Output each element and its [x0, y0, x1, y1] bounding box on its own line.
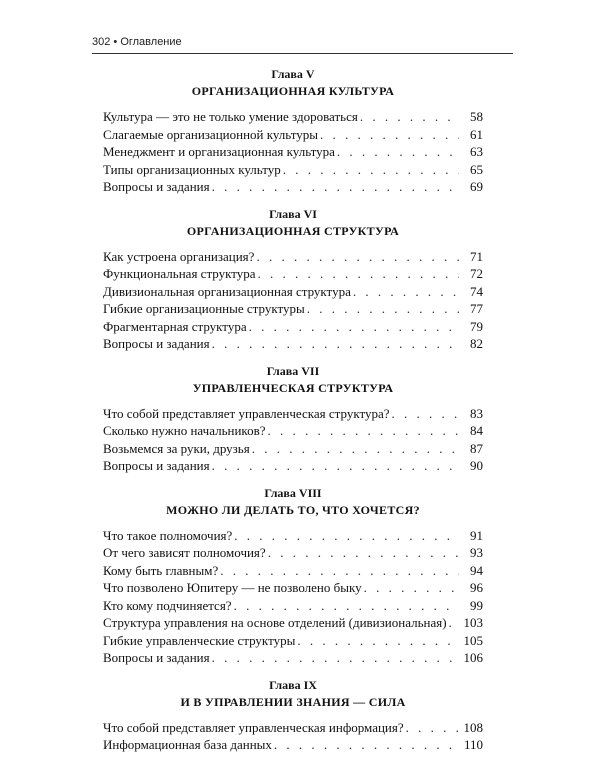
leader-dots: [320, 126, 459, 144]
leader-dots: [212, 178, 459, 196]
entry-title: Гибкие управленческие структуры: [103, 632, 296, 648]
entry-page: 79: [470, 318, 483, 334]
toc-entry[interactable]: [103, 143, 483, 161]
entry-title: Вопросы и задания: [103, 336, 210, 351]
entry-title: Что собой представляет управленческая информация?: [103, 719, 404, 735]
leader-dots: [252, 440, 459, 458]
leader-dots: [212, 335, 459, 353]
chapter-ix: [103, 677, 483, 754]
entry-page: 90: [470, 458, 483, 473]
toc-entry[interactable]: [103, 632, 483, 650]
chapter-label: Глава IX: [269, 677, 317, 692]
entry-title: Типы организационных культур: [103, 161, 281, 177]
toc-entry[interactable]: [103, 178, 483, 196]
chapter-label: Глава VI: [269, 206, 317, 221]
entry-page: 63: [470, 144, 483, 159]
entry-title: От чего зависят полномочия?: [103, 545, 266, 560]
toc-entry[interactable]: [103, 597, 483, 615]
entry-title: Возьмемся за руки, друзья: [103, 440, 250, 456]
chapter-title: УПРАВЛЕНЧЕСКАЯ СТРУКТУРА: [192, 380, 394, 395]
entry-page: 96: [470, 580, 483, 595]
entry-title: Культура — это не только умение здороваться: [103, 109, 358, 124]
chapter-v: [103, 66, 483, 196]
entry-title: Кому быть главным?: [103, 562, 219, 578]
toc-entry[interactable]: [103, 457, 483, 475]
entry-page: 69: [470, 179, 483, 194]
leader-dots: [234, 597, 459, 615]
chapter-title: ОРГАНИЗАЦИОННАЯ СТРУКТУРА: [186, 223, 400, 238]
leader-dots: [307, 300, 459, 318]
entry-title: Что такое полномочия?: [103, 527, 233, 543]
toc-entry[interactable]: [103, 161, 483, 179]
entry-page: 82: [470, 336, 483, 351]
chapter-label: Глава VIII: [264, 485, 322, 500]
entry-page: 61: [470, 126, 483, 142]
leader-dots: [258, 265, 459, 283]
entry-title: Вопросы и задания: [103, 458, 210, 473]
toc-entry[interactable]: [103, 108, 483, 126]
entry-page: 72: [470, 266, 483, 281]
entry-title: Сколько нужно начальников?: [103, 423, 266, 438]
leader-dots: [360, 108, 459, 126]
toc-entry[interactable]: [103, 248, 483, 266]
toc-entry[interactable]: [103, 318, 483, 336]
entry-page: 77: [470, 301, 483, 316]
leader-dots: [212, 649, 459, 667]
chapter-title: ОРГАНИЗАЦИОННАЯ КУЛЬТУРА: [191, 84, 395, 98]
toc-entry[interactable]: [103, 335, 483, 353]
leader-dots: [212, 457, 459, 475]
toc-entry[interactable]: [103, 440, 483, 458]
running-head: 302 • Оглавление: [92, 36, 182, 48]
chapter-label: Глава V: [271, 67, 315, 81]
entry-title: Как устроена организация?: [103, 248, 255, 264]
leader-dots: [337, 143, 459, 161]
chapter-title: МОЖНО ЛИ ДЕЛАТЬ ТО, ЧТО ХОЧЕТСЯ?: [166, 502, 420, 517]
entry-page: 58: [470, 109, 483, 124]
toc-entry[interactable]: [103, 283, 483, 301]
entry-page: 91: [470, 527, 483, 543]
entry-title: Информационная база данных: [103, 737, 272, 752]
leader-dots: [392, 405, 459, 423]
entry-page: 74: [470, 283, 483, 299]
chapter-label: Глава VII: [266, 363, 320, 378]
leader-dots: [220, 562, 459, 580]
entry-title: Что собой представляет управленческая структура?: [103, 405, 390, 421]
toc-entry[interactable]: [103, 265, 483, 283]
chapter-vii: [103, 363, 483, 475]
toc-entry[interactable]: [103, 614, 483, 632]
entry-page: 110: [463, 737, 483, 752]
entry-page: 83: [470, 405, 483, 421]
table-of-contents: [103, 66, 483, 764]
entry-page: 103: [463, 615, 483, 630]
toc-entry[interactable]: [103, 527, 483, 545]
chapter-viii: [103, 485, 483, 667]
leader-dots: [267, 422, 459, 440]
entry-title: Дивизиональная организационная структура: [103, 283, 351, 299]
toc-entry[interactable]: [103, 422, 483, 440]
leader-dots: [353, 283, 459, 301]
leader-dots: [297, 632, 459, 650]
entry-title: Фрагментарная структура: [103, 318, 247, 334]
leader-dots: [364, 579, 459, 597]
leader-dots: [283, 161, 459, 179]
toc-entry[interactable]: [103, 126, 483, 144]
entry-title: Вопросы и задания: [103, 179, 210, 194]
toc-entry[interactable]: [103, 562, 483, 580]
entry-page: 94: [470, 562, 483, 578]
entry-title: Что позволено Юпитеру — не позволено быку: [103, 580, 362, 595]
toc-entry[interactable]: [103, 579, 483, 597]
entry-page: 65: [470, 161, 483, 177]
entry-title: Вопросы и задания: [103, 650, 210, 665]
entry-page: 108: [463, 719, 483, 735]
leader-dots: [449, 614, 459, 632]
entry-page: 105: [463, 632, 483, 648]
header-rule: [92, 53, 513, 54]
entry-page: 99: [470, 597, 483, 613]
entry-title: Структура управления на основе отделений (дивизиональная): [103, 615, 447, 630]
entry-title: Функциональная структура: [103, 266, 256, 281]
leader-dots: [268, 544, 459, 562]
entry-title: Слагаемые организационной культуры: [103, 126, 318, 142]
toc-entry[interactable]: [103, 736, 483, 754]
entry-page: 87: [470, 440, 483, 456]
entry-title: Гибкие организационные структуры: [103, 301, 305, 316]
leader-dots: [234, 527, 459, 545]
leader-dots: [256, 248, 459, 266]
entry-page: 93: [470, 545, 483, 560]
entry-page: 71: [470, 248, 483, 264]
toc-entry[interactable]: [103, 649, 483, 667]
entry-page: 84: [470, 423, 483, 438]
toc-entry[interactable]: [103, 405, 483, 423]
toc-entry[interactable]: [103, 544, 483, 562]
toc-entry[interactable]: [103, 300, 483, 318]
leader-dots: [249, 318, 459, 336]
entry-page: 106: [463, 650, 483, 665]
toc-entry[interactable]: [103, 719, 483, 737]
entry-title: Менеджмент и организационная культура: [103, 144, 335, 159]
leader-dots: [274, 736, 459, 754]
leader-dots: [406, 719, 459, 737]
chapter-vi: [103, 206, 483, 353]
entry-title: Кто кому подчиняется?: [103, 597, 232, 613]
chapter-title: И В УПРАВЛЕНИИ ЗНАНИЯ — СИЛА: [180, 694, 406, 709]
